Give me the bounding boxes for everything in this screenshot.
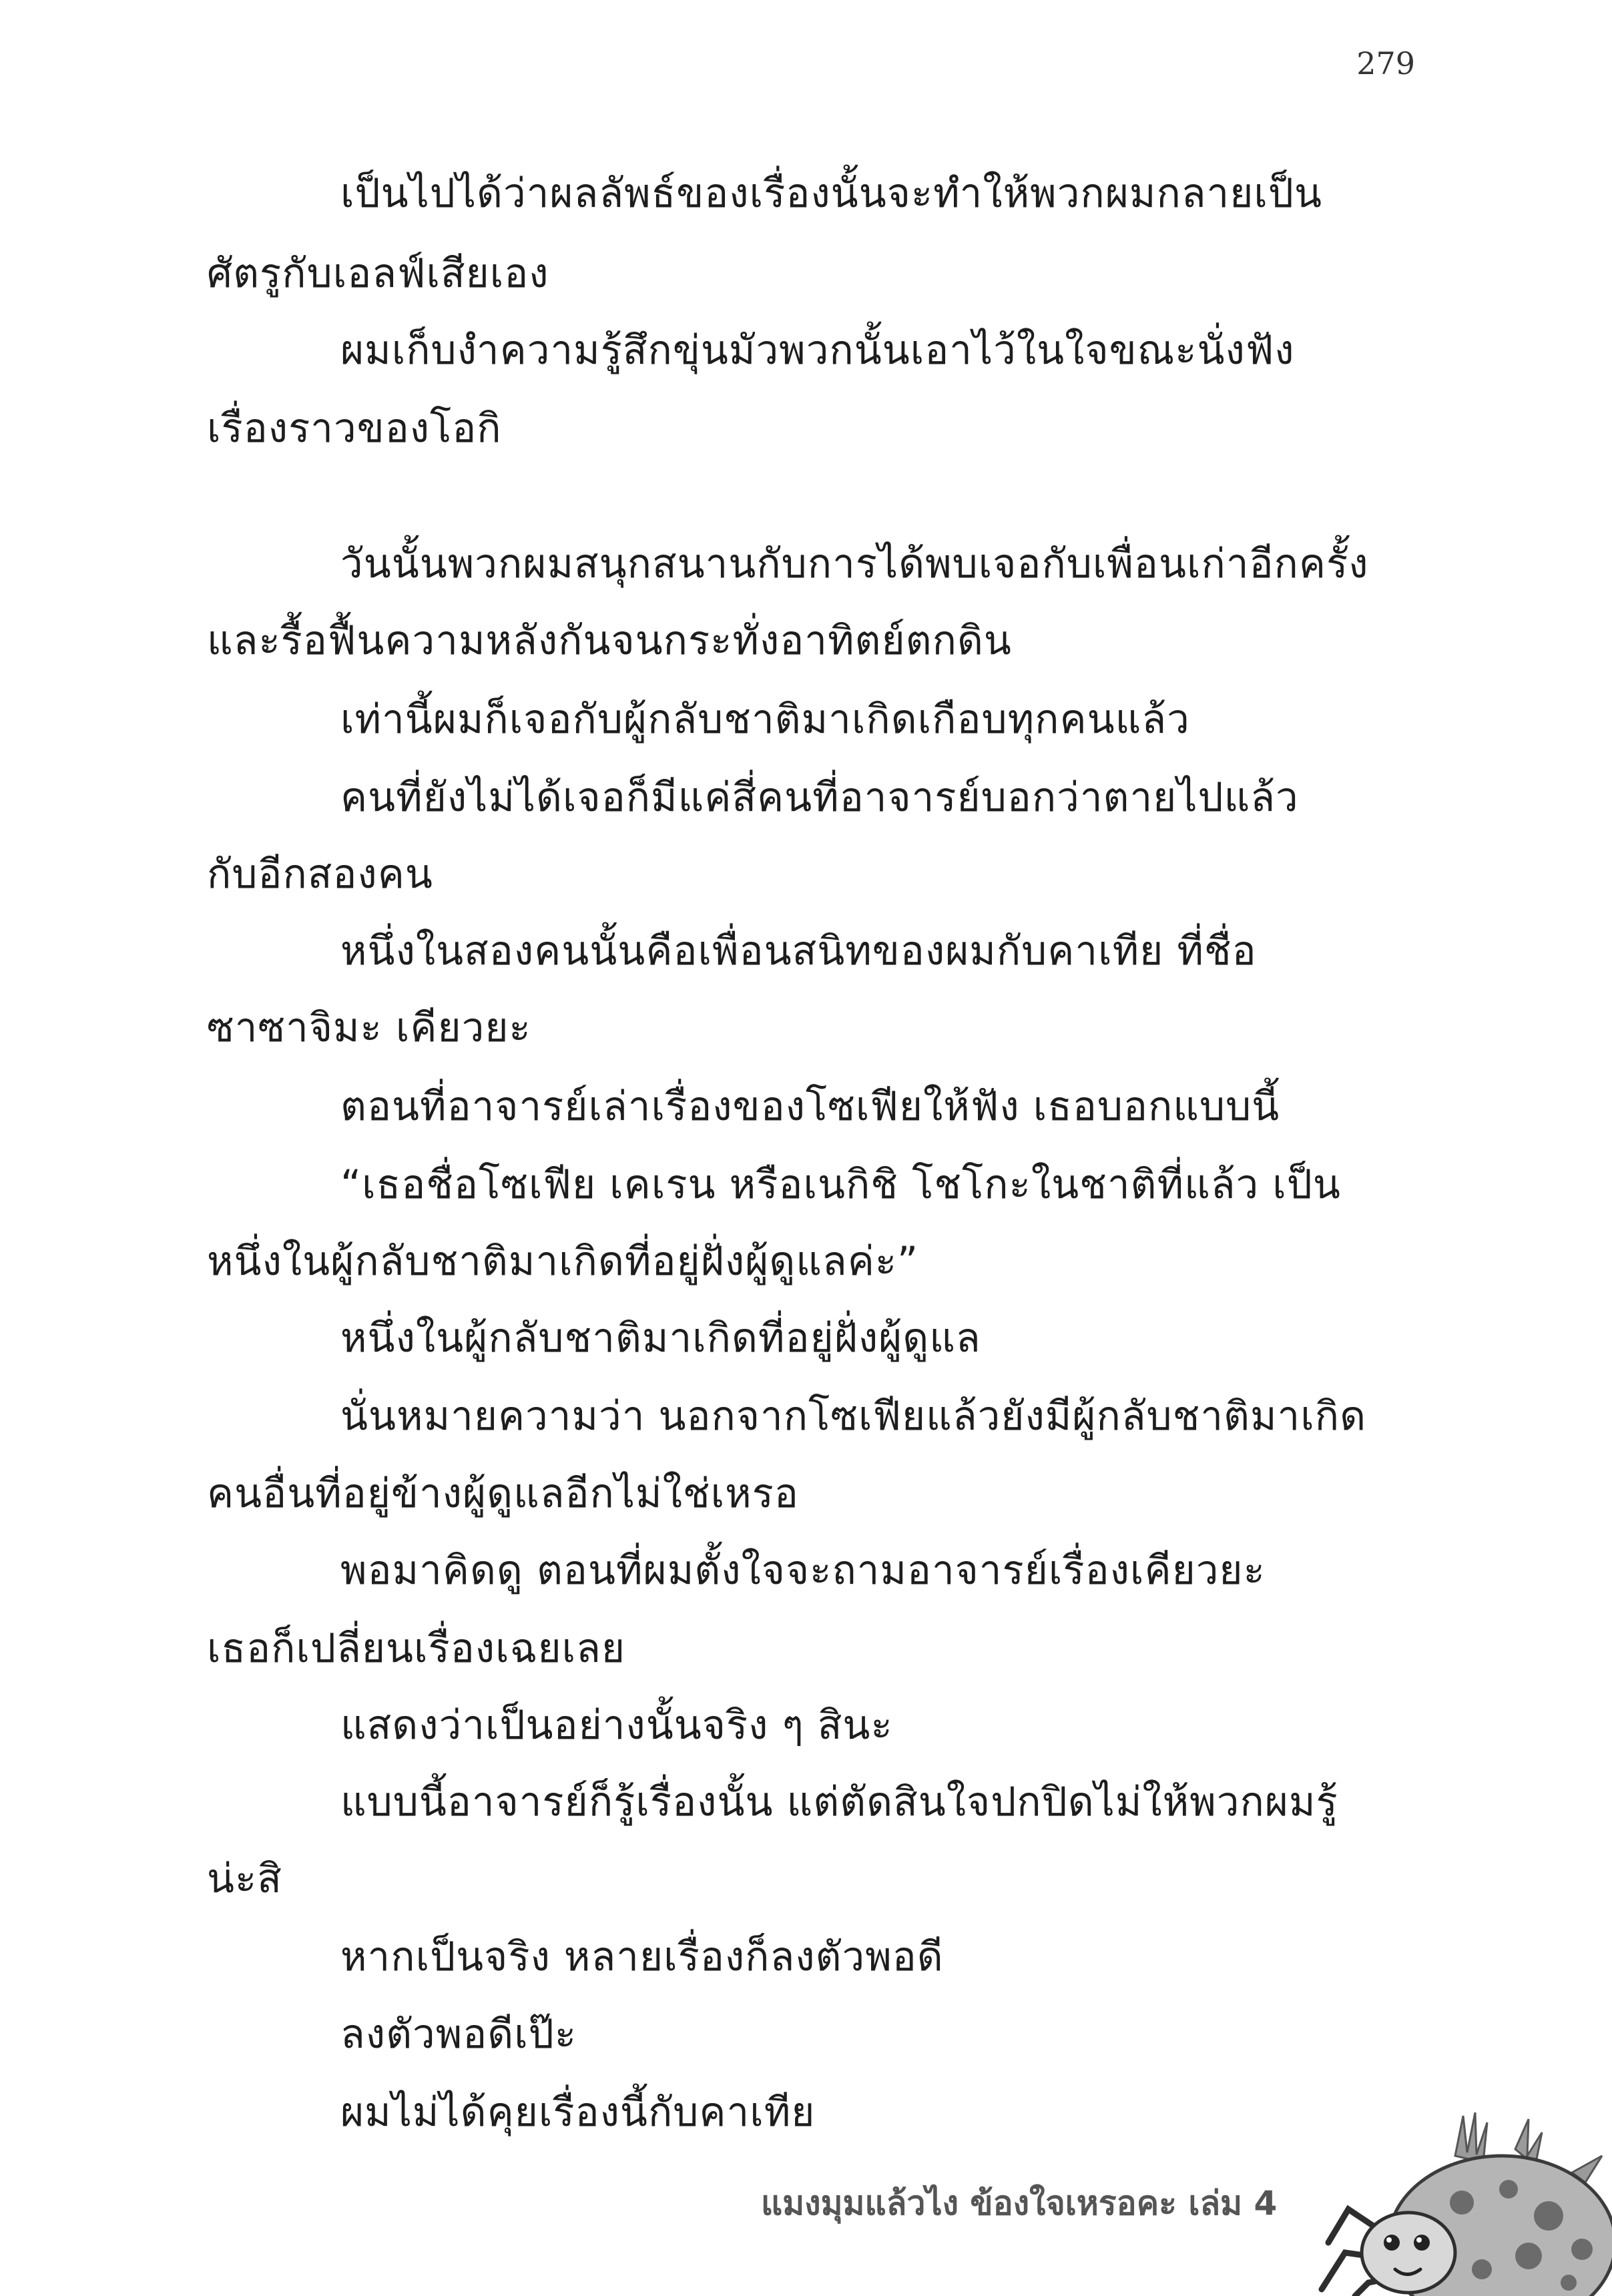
text-line: ตอนที่อาจารย์เล่าเรื่องของโซเฟียให้ฟัง เธอบอกแบบนี้ [340, 1083, 1280, 1130]
text-line: เป็นไปได้ว่าผลลัพธ์ของเรื่องนั้นจะทำให้พวกผมกลายเป็น [340, 170, 1323, 217]
text-line: เธอก็เปลี่ยนเรื่องเฉยเลย [207, 1625, 626, 1672]
text-line: คนอื่นที่อยู่ข้างผู้ดูแลอีกไม่ใช่เหรอ [207, 1470, 799, 1517]
text-line: ผมเก็บงำความรู้สึกขุ่นมัวพวกนั้นเอาไว้ในใจขณะนั่งฟัง [340, 327, 1295, 374]
text-line: วันนั้นพวกผมสนุกสนานกับการได้พบเจอกับเพื่อนเก่าอีกครั้ง [340, 541, 1369, 587]
text-line: “เธอชื่อโซเฟีย เคเรน หรือเนกิชิ โชโกะในชาติที่แล้ว เป็น [340, 1161, 1341, 1208]
text-line: เท่านี้ผมก็เจอกับผู้กลับชาติมาเกิดเกือบทุกคนแล้ว [340, 696, 1190, 743]
text-line: เรื่องราวของโอกิ [207, 405, 502, 452]
text-line: น่ะสิ [207, 1855, 282, 1902]
page-number: 279 [1356, 45, 1415, 81]
text-line: หนึ่งในผู้กลับชาติมาเกิดที่อยู่ฝั่งผู้ดูแล [340, 1315, 981, 1362]
text-line: พอมาคิดดู ตอนที่ผมตั้งใจจะถามอาจารย์เรื่องเคียวยะ [340, 1547, 1266, 1594]
text-line: ลงตัวพอดีเป๊ะ [340, 2011, 577, 2058]
text-line: คนที่ยังไม่ได้เจอก็มีแค่สี่คนที่อาจารย์บอกว่าตายไปแล้ว [340, 774, 1299, 821]
text-line: ผมไม่ได้คุยเรื่องนี้กับคาเทีย [340, 2089, 816, 2136]
text-line: และรื้อฟื้นความหลังกันจนกระทั่งอาทิตย์ตกดิน [207, 617, 1012, 664]
text-line: หนึ่งในสองคนนั้นคือเพื่อนสนิทของผมกับคาเทีย ที่ชื่อ [340, 928, 1257, 974]
text-line: กับอีกสองคน [207, 851, 433, 898]
text-line: ซาซาจิมะ เคียวยะ [207, 1005, 531, 1051]
spider-mascot-icon [1308, 2109, 1612, 2296]
text-line: หากเป็นจริง หลายเรื่องก็ลงตัวพอดี [340, 1934, 944, 1980]
text-line: นั่นหมายความว่า นอกจากโซเฟียแล้วยังมีผู้กลับชาติมาเกิด [340, 1393, 1367, 1440]
book-title-footer: แมงมุมแล้วไง ข้องใจเหรอคะ เล่ม 4 [761, 2184, 1278, 2223]
text-line: แสดงว่าเป็นอย่างนั้นจริง ๆ สินะ [340, 1702, 893, 1749]
text-line: หนึ่งในผู้กลับชาติมาเกิดที่อยู่ฝั่งผู้ดูแลค่ะ” [207, 1238, 919, 1285]
text-line: แบบนี้อาจารย์ก็รู้เรื่องนั้น แต่ตัดสินใจปกปิดไม่ให้พวกผมรู้ [340, 1779, 1338, 1825]
text-line: ศัตรูกับเอลฟ์เสียเอง [207, 250, 549, 297]
